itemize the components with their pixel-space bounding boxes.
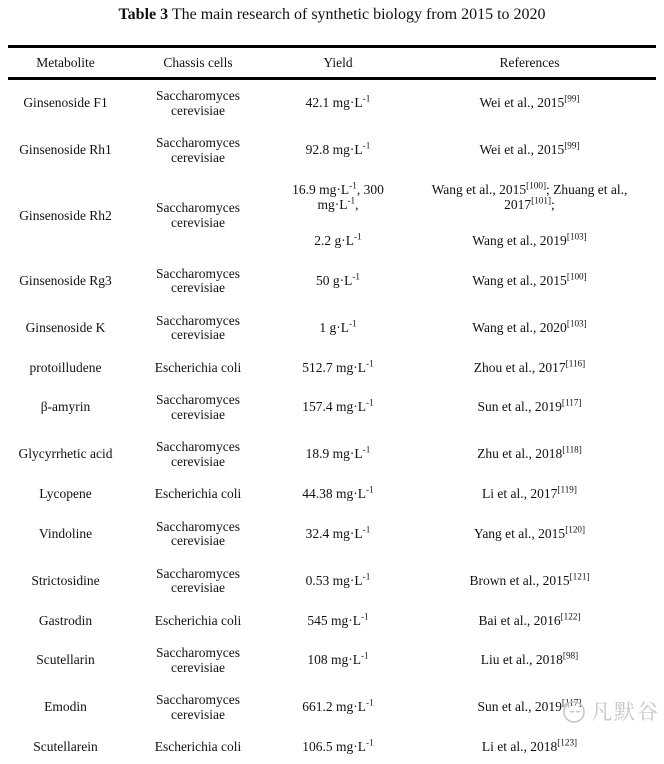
metabolite-cell [8, 511, 123, 558]
references-cell [403, 558, 656, 605]
metabolite-cell [8, 305, 123, 352]
table-row [8, 127, 656, 174]
table-title-text: The main research of synthetic biology from 2015 to 2020 [168, 6, 546, 23]
references-cell-text: Yang et al., 2015[120] [473, 524, 586, 541]
chassis-cell-text: Saccharomyces cerevisiae [156, 312, 240, 342]
references-cell [403, 384, 656, 431]
yield-cell [273, 127, 403, 174]
yield-cell [273, 305, 403, 352]
col-header-references: References [499, 55, 560, 70]
references-cell-text: Li et al., 2017[119] [482, 484, 577, 501]
table-row [8, 731, 656, 764]
chassis-cell-text: Saccharomyces cerevisiae [156, 200, 240, 230]
references-cell-text: Wei et al., 2015[99] [479, 140, 580, 158]
references-cell [403, 79, 656, 128]
references-cell [403, 258, 656, 305]
yield-cell-text: 42.1 $mg\cdot L^{-1}$ [305, 93, 371, 111]
chassis-cell [123, 258, 273, 305]
references-cell-text: Li et al., 2018[123] [481, 737, 578, 754]
metabolite-cell-text: Gastrodin [38, 612, 93, 628]
metabolite-cell-text: Strictosidine [31, 572, 100, 588]
research-table [8, 45, 656, 764]
table-body [8, 79, 656, 764]
yield-cell-text: 106.5 $mg\cdot L^{-1}$ [302, 737, 374, 754]
metabolite-cell-text: Emodin [44, 699, 87, 715]
table-row [8, 79, 656, 128]
references-cell-text: Bai et al., 2016[122] [478, 611, 581, 628]
chassis-cell [123, 684, 273, 731]
chassis-cell [123, 637, 273, 684]
metabolite-cell-text: Ginsenoside K [25, 319, 106, 335]
yield-cell [273, 79, 403, 128]
chassis-cell-text: Saccharomyces cerevisiae [156, 88, 240, 118]
metabolite-cell-text: Vindoline [38, 525, 93, 541]
yield-cell-text: 32.4 $mg\cdot L^{-1}$ [305, 524, 371, 541]
table-row [8, 352, 656, 385]
yield-cell-text: 512.7 $mg\cdot L^{-1}$ [302, 358, 374, 375]
yield-cell [273, 637, 403, 684]
chassis-cell-text: Escherichia coli [154, 486, 242, 501]
table-row [8, 605, 656, 638]
references-cell [403, 478, 656, 511]
yield-cell [273, 431, 403, 478]
chassis-cell-text: Escherichia coli [154, 739, 242, 754]
table-row [8, 258, 656, 305]
table-row [8, 684, 656, 731]
chassis-cell-text: Saccharomyces cerevisiae [156, 518, 240, 548]
references-cell-text: Zhou et al., 2017[116] [473, 358, 586, 375]
metabolite-cell [8, 79, 123, 128]
yield-cell-text: 92.8 $mg\cdot L^{-1}$ [305, 140, 371, 158]
yield-cell-text: 108 $mg\cdot L^{-1}$ [307, 650, 369, 668]
chassis-cell-text: Saccharomyces cerevisiae [156, 692, 240, 722]
chassis-cell [123, 731, 273, 764]
yield-cell [273, 352, 403, 385]
metabolite-cell [8, 352, 123, 385]
references-cell-text: Sun et al., 2019[117] [477, 397, 582, 415]
references-cell [403, 605, 656, 638]
references-cell [403, 684, 656, 731]
references-cell [403, 305, 656, 352]
chassis-cell [123, 174, 273, 258]
chassis-cell [123, 79, 273, 128]
yield-cell [273, 478, 403, 511]
references-cell-text: Brown et al., 2015[121] [469, 571, 590, 588]
metabolite-cell [8, 605, 123, 638]
table-number-label: Table 3 [118, 6, 169, 23]
table-row [8, 305, 656, 352]
chassis-cell-text: Saccharomyces cerevisiae [156, 265, 240, 295]
yield-cell [273, 258, 403, 305]
references-cell-text: Sun et al., 2019[117] [477, 697, 582, 715]
references-cell [403, 431, 656, 478]
chassis-cell [123, 384, 273, 431]
metabolite-cell-text: Ginsenoside Rh1 [19, 142, 112, 158]
chassis-cell [123, 305, 273, 352]
metabolite-cell-text: Scutellarin [36, 652, 95, 668]
metabolite-cell [8, 384, 123, 431]
metabolite-cell [8, 637, 123, 684]
references-cell-text: Wang et al., 2020[103] [472, 318, 587, 335]
yield-cell-text: 44.38 $mg\cdot L^{-1}$ [302, 484, 374, 501]
yield-cell [273, 605, 403, 638]
yield-cell [273, 558, 403, 605]
metabolite-cell-text: Ginsenoside Rg3 [19, 272, 112, 288]
metabolite-cell [8, 127, 123, 174]
header-row [8, 47, 656, 79]
metabolite-cell [8, 258, 123, 305]
metabolite-cell-text: Lycopene [39, 486, 92, 501]
yield-cell-text: 16.9 $mg\cdot L^{-1}$, 300 $mg\cdot L^{-1}$, [292, 180, 384, 212]
table-title [0, 0, 664, 24]
table-row [8, 431, 656, 478]
references-cell-text: Wei et al., 2015[99] [479, 93, 580, 111]
references-cell-text: Zhu et al., 2018[118] [477, 444, 582, 462]
yield-cell-text: 0.53 $mg\cdot L^{-1}$ [305, 571, 371, 588]
chassis-cell-text: Saccharomyces cerevisiae [156, 439, 240, 469]
references-cell-text: Wang et al., 2015[100] [472, 271, 587, 288]
metabolite-cell [8, 558, 123, 605]
yield-cell-text: 545 $mg\cdot L^{-1}$ [307, 611, 369, 628]
chassis-cell-text: Saccharomyces cerevisiae [156, 645, 240, 675]
chassis-cell [123, 431, 273, 478]
references-cell [403, 352, 656, 385]
chassis-cell-text: Saccharomyces cerevisiae [156, 135, 240, 165]
table-row [8, 174, 656, 258]
metabolite-cell-text: Scutellarein [33, 739, 98, 754]
table-header [8, 47, 656, 79]
metabolite-cell-text: β-amyrin [40, 399, 91, 415]
yield-cell-text: 50 $g\cdot L^{-1}$ [315, 271, 360, 288]
metabolite-cell [8, 174, 123, 258]
watermark-text: 凡默谷 [591, 700, 660, 724]
col-header-metabolite: Metabolite [36, 55, 95, 70]
references-cell-text: Wang et al., 2019[103] [472, 231, 587, 248]
table-row [8, 478, 656, 511]
chassis-cell-text: Escherichia coli [154, 612, 242, 628]
yield-cell-text: 157.4 $mg\cdot L^{-1}$ [302, 397, 374, 415]
yield-cell [273, 174, 403, 258]
chassis-cell-text: Saccharomyces cerevisiae [156, 392, 240, 422]
references-cell-text: Liu et al., 2018[98] [480, 650, 579, 668]
references-cell [403, 174, 656, 258]
table-row [8, 511, 656, 558]
references-cell [403, 511, 656, 558]
chassis-cell [123, 511, 273, 558]
yield-cell-text: 18.9 $mg\cdot L^{-1}$ [305, 444, 371, 462]
metabolite-cell-text: protoilludene [29, 359, 102, 375]
references-cell [403, 127, 656, 174]
table-row [8, 637, 656, 684]
metabolite-cell-text: Ginsenoside F1 [23, 95, 108, 111]
references-cell-text: Wang et al., 2015[100]; Zhuang et al., 2017[101]; [431, 180, 628, 212]
table-row [8, 558, 656, 605]
chassis-cell [123, 558, 273, 605]
metabolite-cell [8, 478, 123, 511]
table-row [8, 384, 656, 431]
yield-cell [273, 684, 403, 731]
metabolite-cell [8, 431, 123, 478]
yield-cell [273, 511, 403, 558]
chassis-cell-text: Escherichia coli [154, 359, 242, 375]
yield-cell [273, 384, 403, 431]
metabolite-cell-text: Ginsenoside Rh2 [19, 207, 112, 223]
references-cell [403, 731, 656, 764]
yield-cell [273, 731, 403, 764]
chassis-cell [123, 352, 273, 385]
yield-cell-text: 661.2 $mg\cdot L^{-1}$ [302, 697, 374, 715]
yield-cell-text: 2.2 $g\cdot L^{-1}$ [314, 231, 362, 248]
chassis-cell [123, 605, 273, 638]
col-header-chassis-cells: Chassis cells [163, 55, 233, 70]
chassis-cell [123, 478, 273, 511]
col-header-yield: Yield [323, 55, 353, 70]
metabolite-cell-text: Glycyrrhetic acid [18, 446, 113, 462]
chassis-cell [123, 127, 273, 174]
yield-cell-text: 1 $g\cdot L^{-1}$ [319, 318, 357, 335]
chassis-cell-text: Saccharomyces cerevisiae [156, 565, 240, 595]
references-cell [403, 637, 656, 684]
metabolite-cell [8, 731, 123, 764]
metabolite-cell [8, 684, 123, 731]
